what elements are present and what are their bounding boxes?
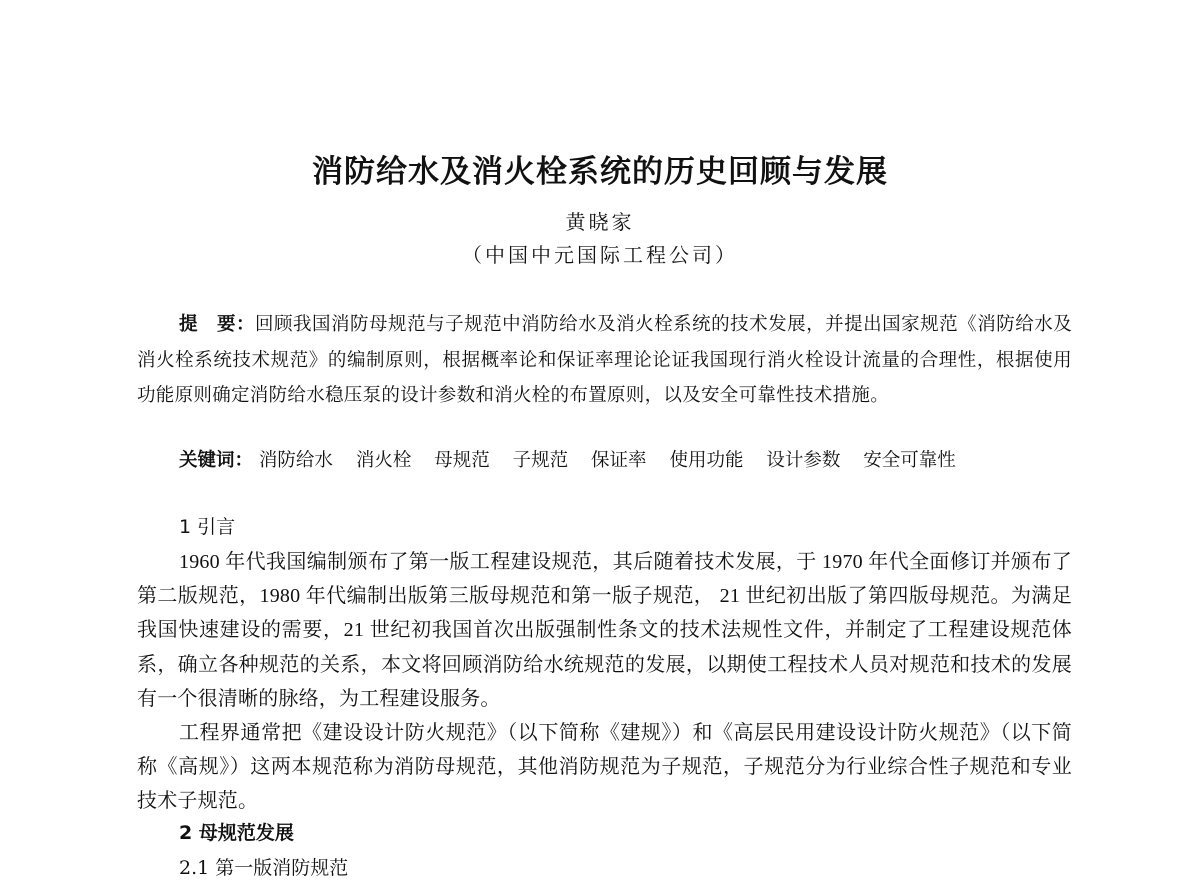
abstract (137, 307, 1072, 414)
keywords-label: 关键词： (179, 450, 254, 471)
keywords-line (179, 443, 973, 478)
keyword-item: 使用功能 (669, 450, 744, 471)
paper-title: 消防给水及消火栓系统的历史回顾与发展 (312, 154, 888, 190)
section-heading-introduction: 1 引言 (179, 516, 236, 538)
keyword-item: 安全可靠性 (863, 450, 956, 471)
author-affiliation: （中国中元国际工程公司） (462, 243, 738, 267)
keyword-item: 子规范 (512, 450, 569, 471)
keyword-item: 保证率 (591, 450, 647, 471)
keyword-item: 设计参数 (766, 450, 841, 471)
keyword-item: 消火栓 (355, 450, 412, 471)
paper-author: 黄晓家 (565, 210, 635, 234)
body-paragraph: 1960 年代我国编制颁布了第一版工程建设规范，其后随着技术发展，于 1970 年代全面修订并颁布了第二版规范，1980 年代编制出版第三版母规范和第一版子规范， 21 世纪初出版了第四版母规范。为满足我国快速建设的需要，21 世纪初我国首次出版强制性条文的技术法规性文件，并制定了工程建设规范体系，确立各种规范的关系，本文将回顾消防给水统规范的发展，以期使工程技术人员对规范和技术的发展有一个很清晰的脉络，为工程建设服务。 (137, 551, 1072, 710)
keyword-item: 母规范 (434, 450, 490, 471)
abstract-label: 提 要： (179, 314, 256, 335)
body-paragraph: 工程界通常把《建设设计防火规范》（以下简称《建规》）和《高层民用建设设计防火规范》（以下简称《高规》）这两本规范称为消防母规范，其他消防规范为子规范，子规范分为行业综合性子规范和专业技术子规范。 (137, 722, 1072, 813)
abstract-text: 回顾我国消防母规范与子规范中消防给水及消火栓系统的技术发展，并提出国家规范《消防给水及消火栓系统技术规范》的编制原则，根据概率论和保证率理论论证我国现行消火栓设计流量的合理性，根据使用功能原则确定消防给水稳压泵的设计参数和消火栓的布置原则，以及安全可靠性技术措施。 (137, 314, 1073, 406)
keyword-item: 消防给水 (258, 450, 333, 471)
subsection-heading: 2.1 第一版消防规范 (179, 857, 349, 879)
section-heading-parent-codes: 2 母规范发展 (179, 822, 294, 844)
